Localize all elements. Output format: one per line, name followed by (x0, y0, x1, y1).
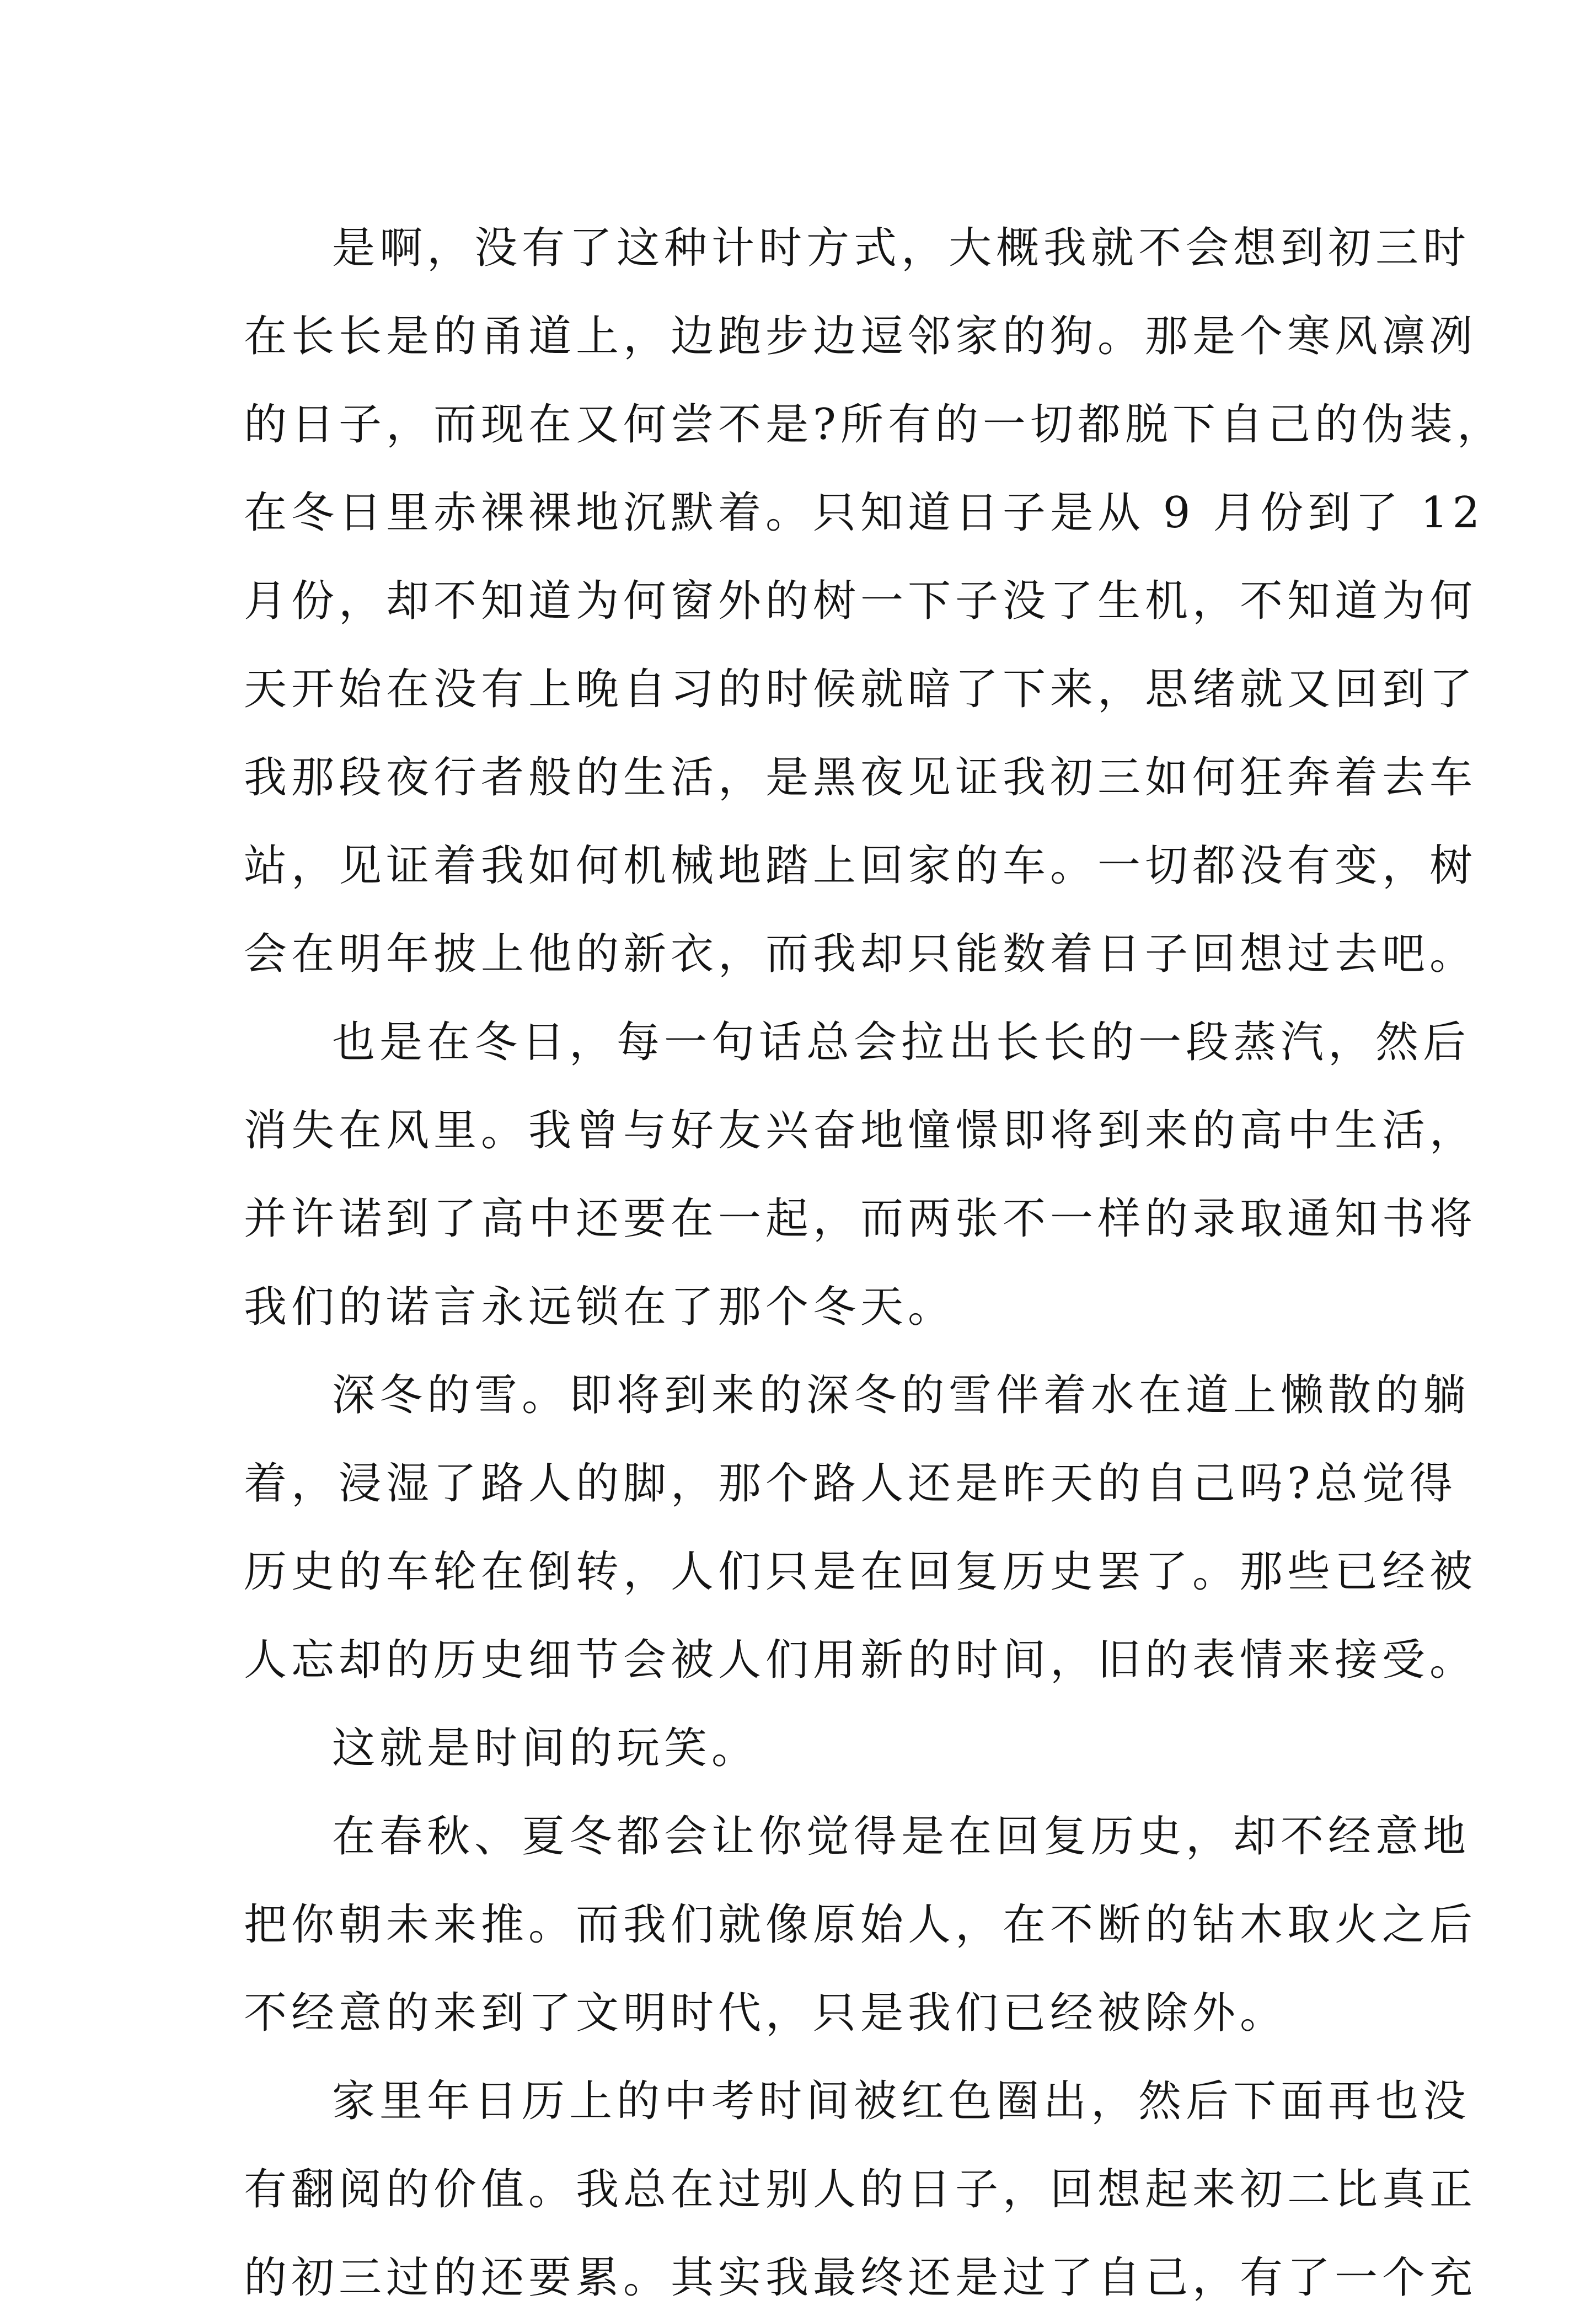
document-body (244, 204, 1504, 2322)
text-line: 在春秋、夏冬都会让你觉得是在回复历史，却不经意地 (332, 1812, 1471, 1861)
text-line: 人忘却的历史细节会被人们用新的时间，旧的表情来接受。 (244, 1635, 1477, 1685)
text-line: 会在明年披上他的新衣，而我却只能数着日子回想过去吧。 (244, 929, 1477, 979)
text-line: 是啊，没有了这种计时方式，大概我就不会想到初三时 (332, 223, 1471, 273)
text-line: 把你朝未来推。而我们就像原始人，在不断的钻木取火之后 (244, 1900, 1477, 1950)
text-line: 我那段夜行者般的生活，是黑夜见证我初三如何狂奔着去车 (244, 753, 1477, 802)
text-line: 历史的车轮在倒转，人们只是在回复历史罢了。那些已经被 (244, 1547, 1477, 1597)
text-line: 家里年日历上的中考时间被红色圈出，然后下面再也没 (332, 2077, 1471, 2126)
text-line: 这就是时间的玩笑。 (332, 1724, 759, 1773)
text-line: 并许诺到了高中还要在一起，而两张不一样的录取通知书将 (244, 1194, 1477, 1244)
text-line: 站，见证着我如何机械地踏上回家的车。一切都没有变，树 (244, 841, 1477, 891)
text-line: 不经意的来到了文明时代，只是我们已经被除外。 (244, 1988, 1288, 2038)
text-line: 在长长是的甬道上，边跑步边逗邻家的狗。那是个寒风凛冽 (244, 312, 1477, 361)
text-line: 的日子，而现在又何尝不是?所有的一切都脱下自己的伪装， (244, 400, 1504, 450)
text-line: 天开始在没有上晚自习的时候就暗了下来，思绪就又回到了 (244, 665, 1477, 714)
text-line: 也是在冬日，每一句话总会拉出长长的一段蒸汽，然后 (332, 1018, 1471, 1067)
text-line: 在冬日里赤裸裸地沉默着。只知道日子是从 9 月份到了 12 (244, 488, 1485, 538)
text-line: 的初三过的还要累。其实我最终还是过了自己，有了一个充 (244, 2253, 1477, 2303)
text-line: 有翻阅的价值。我总在过别人的日子，回想起来初二比真正 (244, 2165, 1477, 2214)
text-line: 消失在风里。我曾与好友兴奋地憧憬即将到来的高中生活， (244, 1106, 1477, 1155)
text-line: 深冬的雪。即将到来的深冬的雪伴着水在道上懒散的躺 (332, 1371, 1471, 1420)
text-line: 月份，却不知道为何窗外的树一下子没了生机，不知道为何 (244, 576, 1477, 626)
text-line: 着，浸湿了路人的脚，那个路人还是昨天的自己吗?总觉得 (244, 1459, 1457, 1508)
text-line: 我们的诺言永远锁在了那个冬天。 (244, 1282, 956, 1332)
